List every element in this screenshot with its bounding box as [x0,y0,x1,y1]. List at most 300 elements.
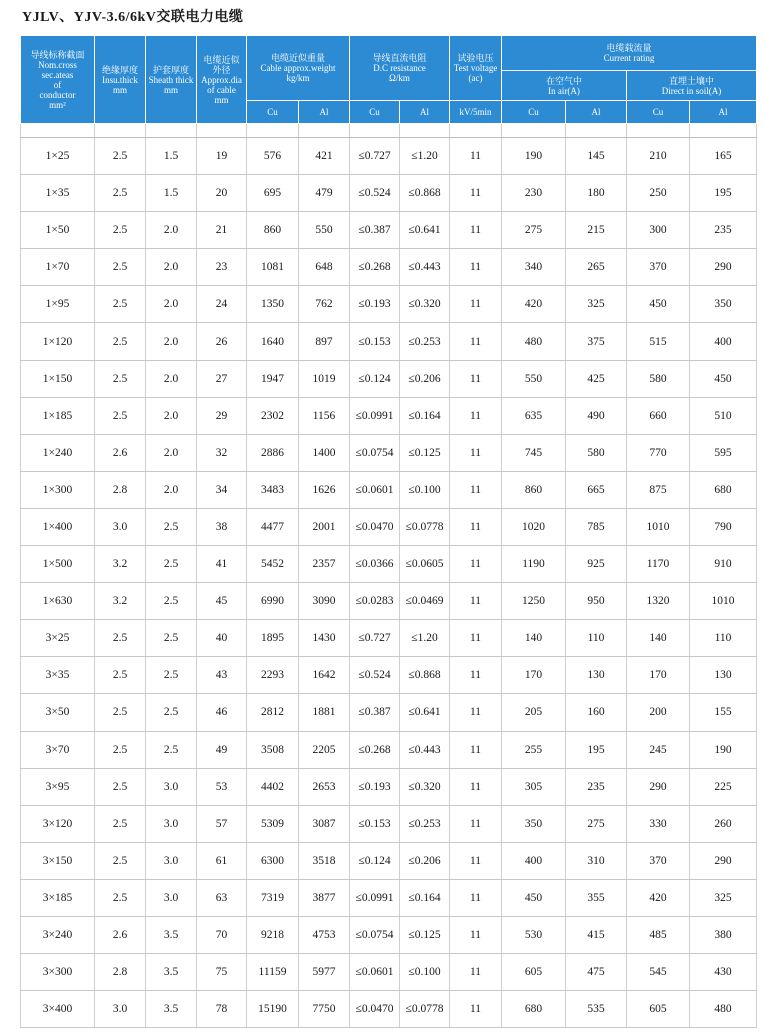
cell-insulation: 2.5 [95,138,146,175]
cell-resistance-cu: ≤0.193 [350,768,400,805]
cell-insulation: 2.6 [95,434,146,471]
cell-diameter: 40 [197,620,247,657]
cell-sheath: 2.5 [146,583,197,620]
cell-resistance-cu: ≤0.387 [350,694,400,731]
cell-air-cu: 275 [502,212,566,249]
cell-air-al: 950 [566,583,627,620]
cell-nom-cross: 3×35 [21,657,95,694]
cell-weight-cu: 5452 [247,546,299,583]
cell-sheath: 2.0 [146,212,197,249]
cell-sheath: 2.5 [146,657,197,694]
cell-diameter: 63 [197,879,247,916]
cell-soil-cu: 770 [627,434,690,471]
header-nom-cross: 导线标称截面 Nom.cross sec.ateas of conductor mm² [21,36,95,124]
cell-weight-al: 5977 [299,954,350,991]
cell-air-cu: 680 [502,991,566,1028]
cell-resistance-cu: ≤0.0754 [350,916,400,953]
cell-weight-cu: 1350 [247,286,299,323]
cell-soil-cu: 200 [627,694,690,731]
cell-sheath: 1.5 [146,138,197,175]
cell-soil-al: 130 [690,657,757,694]
cell-test-voltage: 11 [450,954,502,991]
cell-test-voltage: 11 [450,212,502,249]
cell-air-al: 215 [566,212,627,249]
cell-resistance-cu: ≤0.387 [350,212,400,249]
cell-soil-cu: 330 [627,805,690,842]
header-air-cu: Cu [502,101,566,124]
cell-diameter: 24 [197,286,247,323]
table-row [21,212,757,249]
table-row [21,768,757,805]
header-in-soil: 直埋土壤中 Direct in soil(A) [627,71,757,101]
cell-sheath: 2.0 [146,323,197,360]
cell-air-al: 325 [566,286,627,323]
cell-air-cu: 340 [502,249,566,286]
cell-air-cu: 605 [502,954,566,991]
cell-weight-al: 7750 [299,991,350,1028]
cell-insulation: 2.5 [95,286,146,323]
cell-sheath: 3.0 [146,842,197,879]
cell-sheath: 2.5 [146,731,197,768]
cell-soil-al: 1010 [690,583,757,620]
cell-sheath: 2.5 [146,620,197,657]
cell-nom-cross: 1×35 [21,175,95,212]
table-row [21,471,757,508]
cell-weight-al: 3087 [299,805,350,842]
cell-soil-al: 325 [690,879,757,916]
cell-weight-cu: 3483 [247,471,299,508]
cell-test-voltage: 11 [450,842,502,879]
cell-weight-al: 1626 [299,471,350,508]
cell-air-al: 535 [566,991,627,1028]
cell-soil-al: 155 [690,694,757,731]
page-title: YJLV、YJV-3.6/6kV交联电力电缆 [22,10,244,25]
header-approx-dia: 电缆近似 外径 Approx.dia of cable mm [197,36,247,124]
table-row [21,620,757,657]
cell-nom-cross: 3×70 [21,731,95,768]
cell-soil-cu: 1010 [627,508,690,545]
cell-nom-cross: 3×25 [21,620,95,657]
cell-soil-al: 110 [690,620,757,657]
cell-weight-cu: 1081 [247,249,299,286]
header-insulation-thickness: 绝缘厚度 Insu.thick mm [95,36,146,124]
table-row [21,397,757,434]
cell-nom-cross: 1×300 [21,471,95,508]
cell-test-voltage: 11 [450,138,502,175]
header-weight: 电缆近似重量 Cable approx.weight kg/km [247,36,350,101]
cell-weight-al: 2001 [299,508,350,545]
cell-air-cu: 230 [502,175,566,212]
cell-diameter: 49 [197,731,247,768]
cell-air-cu: 860 [502,471,566,508]
cell-insulation: 2.5 [95,249,146,286]
header-gap [21,124,757,138]
cell-sheath: 2.5 [146,694,197,731]
cell-resistance-al: ≤0.206 [400,842,450,879]
cell-air-al: 925 [566,546,627,583]
cell-soil-al: 380 [690,916,757,953]
cell-nom-cross: 3×120 [21,805,95,842]
cell-weight-cu: 2812 [247,694,299,731]
cell-soil-al: 430 [690,954,757,991]
cell-resistance-cu: ≤0.268 [350,249,400,286]
cell-nom-cross: 3×50 [21,694,95,731]
cell-air-cu: 140 [502,620,566,657]
cell-sheath: 3.5 [146,991,197,1028]
cell-air-al: 490 [566,397,627,434]
table-row [21,434,757,471]
cell-diameter: 34 [197,471,247,508]
cell-resistance-al: ≤0.125 [400,916,450,953]
cell-sheath: 3.0 [146,879,197,916]
cell-resistance-al: ≤0.641 [400,694,450,731]
cell-nom-cross: 1×150 [21,360,95,397]
cell-resistance-al: ≤0.320 [400,286,450,323]
cell-resistance-al: ≤0.100 [400,954,450,991]
header-soil-cu: Cu [627,101,690,124]
cell-sheath: 2.5 [146,546,197,583]
cell-diameter: 75 [197,954,247,991]
cell-air-cu: 255 [502,731,566,768]
cell-resistance-cu: ≤0.0283 [350,583,400,620]
cell-weight-cu: 576 [247,138,299,175]
cell-weight-al: 4753 [299,916,350,953]
table-row [21,954,757,991]
cell-resistance-cu: ≤0.524 [350,175,400,212]
cell-resistance-al: ≤0.0605 [400,546,450,583]
cell-test-voltage: 11 [450,471,502,508]
cell-air-al: 425 [566,360,627,397]
cell-resistance-al: ≤0.253 [400,323,450,360]
cell-nom-cross: 1×50 [21,212,95,249]
table-row [21,694,757,731]
cell-diameter: 45 [197,583,247,620]
table-row [21,731,757,768]
cell-soil-cu: 1320 [627,583,690,620]
cell-test-voltage: 11 [450,508,502,545]
cell-weight-cu: 1947 [247,360,299,397]
cell-resistance-al: ≤1.20 [400,138,450,175]
cell-resistance-al: ≤0.206 [400,360,450,397]
table-row [21,360,757,397]
cell-soil-cu: 1170 [627,546,690,583]
cell-soil-cu: 515 [627,323,690,360]
cell-weight-al: 3877 [299,879,350,916]
cell-weight-al: 421 [299,138,350,175]
cell-nom-cross: 1×630 [21,583,95,620]
cell-air-al: 580 [566,434,627,471]
cell-diameter: 21 [197,212,247,249]
cell-insulation: 3.2 [95,546,146,583]
cell-resistance-cu: ≤0.193 [350,286,400,323]
cell-resistance-al: ≤0.868 [400,175,450,212]
cell-diameter: 53 [197,768,247,805]
cell-soil-al: 260 [690,805,757,842]
cell-soil-al: 910 [690,546,757,583]
cell-weight-al: 479 [299,175,350,212]
cell-diameter: 38 [197,508,247,545]
cell-test-voltage: 11 [450,768,502,805]
cell-weight-cu: 2293 [247,657,299,694]
cable-spec-table [20,35,757,1028]
cell-sheath: 3.0 [146,805,197,842]
cell-diameter: 78 [197,991,247,1028]
cell-diameter: 43 [197,657,247,694]
cell-resistance-al: ≤0.100 [400,471,450,508]
table-row [21,508,757,545]
table-row [21,916,757,953]
cell-diameter: 70 [197,916,247,953]
cell-nom-cross: 3×185 [21,879,95,916]
cell-soil-al: 400 [690,323,757,360]
cell-weight-cu: 15190 [247,991,299,1028]
cell-resistance-al: ≤0.0469 [400,583,450,620]
cell-nom-cross: 1×120 [21,323,95,360]
cell-test-voltage: 11 [450,583,502,620]
cell-sheath: 3.0 [146,768,197,805]
cell-sheath: 3.5 [146,916,197,953]
cell-insulation: 2.5 [95,620,146,657]
cell-air-cu: 205 [502,694,566,731]
cell-air-al: 160 [566,694,627,731]
cell-weight-al: 3090 [299,583,350,620]
cell-diameter: 29 [197,397,247,434]
cell-air-al: 275 [566,805,627,842]
header-resistance-cu: Cu [350,101,400,124]
cell-air-al: 475 [566,954,627,991]
cell-nom-cross: 1×185 [21,397,95,434]
header-soil-al: Al [690,101,757,124]
cell-soil-cu: 250 [627,175,690,212]
cell-soil-al: 680 [690,471,757,508]
cell-insulation: 3.0 [95,508,146,545]
cell-test-voltage: 11 [450,546,502,583]
cell-test-voltage: 11 [450,916,502,953]
cell-nom-cross: 3×300 [21,954,95,991]
cell-resistance-cu: ≤0.727 [350,138,400,175]
cell-air-cu: 550 [502,360,566,397]
cell-weight-al: 2357 [299,546,350,583]
cell-weight-cu: 7319 [247,879,299,916]
cell-weight-al: 2205 [299,731,350,768]
cell-weight-cu: 11159 [247,954,299,991]
cell-resistance-al: ≤0.253 [400,805,450,842]
cell-insulation: 2.5 [95,360,146,397]
cell-soil-cu: 370 [627,249,690,286]
cell-air-cu: 350 [502,805,566,842]
cell-weight-cu: 4477 [247,508,299,545]
cell-weight-cu: 4402 [247,768,299,805]
table-row [21,991,757,1028]
cell-nom-cross: 3×240 [21,916,95,953]
cell-diameter: 41 [197,546,247,583]
cell-soil-al: 290 [690,249,757,286]
cell-resistance-cu: ≤0.0366 [350,546,400,583]
cell-insulation: 3.0 [95,991,146,1028]
cell-soil-cu: 370 [627,842,690,879]
cell-weight-cu: 2886 [247,434,299,471]
cell-weight-cu: 5309 [247,805,299,842]
cell-nom-cross: 3×150 [21,842,95,879]
cell-air-al: 355 [566,879,627,916]
cell-resistance-al: ≤0.164 [400,879,450,916]
cell-soil-cu: 170 [627,657,690,694]
cell-sheath: 2.0 [146,397,197,434]
cell-test-voltage: 11 [450,434,502,471]
cell-sheath: 2.0 [146,286,197,323]
table-row [21,583,757,620]
header-in-air: 在空气中 In air(A) [502,71,627,101]
header-sheath-thickness: 护套厚度 Sheath thick mm [146,36,197,124]
cell-air-cu: 745 [502,434,566,471]
cell-resistance-cu: ≤0.124 [350,842,400,879]
cell-air-al: 785 [566,508,627,545]
cell-nom-cross: 1×240 [21,434,95,471]
cell-insulation: 2.5 [95,397,146,434]
cell-resistance-cu: ≤0.0601 [350,471,400,508]
header-test-voltage: 试验电压 Test voltage (ac) [450,36,502,101]
cell-air-cu: 450 [502,879,566,916]
cell-test-voltage: 11 [450,360,502,397]
cell-weight-al: 897 [299,323,350,360]
cell-weight-al: 2653 [299,768,350,805]
cell-diameter: 46 [197,694,247,731]
cell-soil-cu: 545 [627,954,690,991]
cell-test-voltage: 11 [450,397,502,434]
cell-diameter: 61 [197,842,247,879]
cell-air-al: 130 [566,657,627,694]
cell-air-cu: 170 [502,657,566,694]
cell-air-cu: 1190 [502,546,566,583]
cell-resistance-cu: ≤0.0991 [350,397,400,434]
cell-resistance-al: ≤0.0778 [400,991,450,1028]
cell-soil-cu: 580 [627,360,690,397]
cell-air-al: 375 [566,323,627,360]
cell-nom-cross: 1×400 [21,508,95,545]
cell-weight-al: 3518 [299,842,350,879]
table-row [21,323,757,360]
cell-resistance-cu: ≤0.524 [350,657,400,694]
cell-resistance-al: ≤0.641 [400,212,450,249]
cell-air-cu: 635 [502,397,566,434]
cell-insulation: 3.2 [95,583,146,620]
cell-diameter: 19 [197,138,247,175]
cell-insulation: 2.8 [95,954,146,991]
cell-weight-cu: 1895 [247,620,299,657]
cell-soil-al: 290 [690,842,757,879]
cell-weight-cu: 6990 [247,583,299,620]
cell-air-cu: 1250 [502,583,566,620]
cell-nom-cross: 3×400 [21,991,95,1028]
cell-air-al: 415 [566,916,627,953]
cell-air-al: 235 [566,768,627,805]
cell-air-al: 195 [566,731,627,768]
table-row [21,249,757,286]
cell-weight-al: 1881 [299,694,350,731]
cell-insulation: 2.5 [95,805,146,842]
cell-weight-al: 1642 [299,657,350,694]
cell-nom-cross: 1×25 [21,138,95,175]
cell-soil-al: 350 [690,286,757,323]
cell-soil-cu: 420 [627,879,690,916]
cell-soil-al: 790 [690,508,757,545]
cell-resistance-al: ≤0.164 [400,397,450,434]
cell-resistance-al: ≤0.0778 [400,508,450,545]
cell-soil-cu: 140 [627,620,690,657]
cell-insulation: 2.5 [95,694,146,731]
header-resistance: 导线直流电阻 D.C resistance Ω/km [350,36,450,101]
cell-weight-cu: 2302 [247,397,299,434]
cell-diameter: 23 [197,249,247,286]
cell-weight-al: 1400 [299,434,350,471]
cell-insulation: 2.5 [95,768,146,805]
cell-soil-al: 165 [690,138,757,175]
cell-sheath: 2.0 [146,360,197,397]
cell-sheath: 1.5 [146,175,197,212]
cell-diameter: 27 [197,360,247,397]
cell-test-voltage: 11 [450,323,502,360]
cell-resistance-al: ≤1.20 [400,620,450,657]
cell-test-voltage: 11 [450,694,502,731]
cell-weight-al: 648 [299,249,350,286]
cell-insulation: 2.8 [95,471,146,508]
cell-test-voltage: 11 [450,286,502,323]
cell-diameter: 20 [197,175,247,212]
cell-test-voltage: 11 [450,991,502,1028]
header-air-al: Al [566,101,627,124]
header-weight-al: Al [299,101,350,124]
cell-resistance-cu: ≤0.0470 [350,508,400,545]
cell-soil-al: 195 [690,175,757,212]
cell-soil-cu: 875 [627,471,690,508]
cell-test-voltage: 11 [450,657,502,694]
header-resistance-al: Al [400,101,450,124]
cell-insulation: 2.5 [95,212,146,249]
cell-weight-cu: 6300 [247,842,299,879]
cell-resistance-cu: ≤0.0470 [350,991,400,1028]
cell-resistance-cu: ≤0.0991 [350,879,400,916]
cell-resistance-al: ≤0.125 [400,434,450,471]
table-row [21,657,757,694]
cell-soil-cu: 300 [627,212,690,249]
cell-insulation: 2.5 [95,657,146,694]
cell-resistance-al: ≤0.443 [400,731,450,768]
cell-test-voltage: 11 [450,731,502,768]
cell-soil-al: 595 [690,434,757,471]
cell-test-voltage: 11 [450,879,502,916]
cell-resistance-cu: ≤0.0754 [350,434,400,471]
cell-nom-cross: 1×95 [21,286,95,323]
table-row [21,546,757,583]
cell-soil-cu: 290 [627,768,690,805]
cell-weight-cu: 3508 [247,731,299,768]
cell-weight-cu: 9218 [247,916,299,953]
cell-diameter: 57 [197,805,247,842]
cell-air-al: 665 [566,471,627,508]
cell-soil-cu: 210 [627,138,690,175]
cell-weight-al: 1019 [299,360,350,397]
cell-air-cu: 400 [502,842,566,879]
header-test-unit: kV/5min [450,101,502,124]
cell-sheath: 2.0 [146,434,197,471]
cell-air-al: 180 [566,175,627,212]
cell-test-voltage: 11 [450,175,502,212]
cell-resistance-cu: ≤0.124 [350,360,400,397]
cell-resistance-cu: ≤0.727 [350,620,400,657]
cell-insulation: 2.5 [95,731,146,768]
table-row [21,175,757,212]
cell-soil-cu: 605 [627,991,690,1028]
